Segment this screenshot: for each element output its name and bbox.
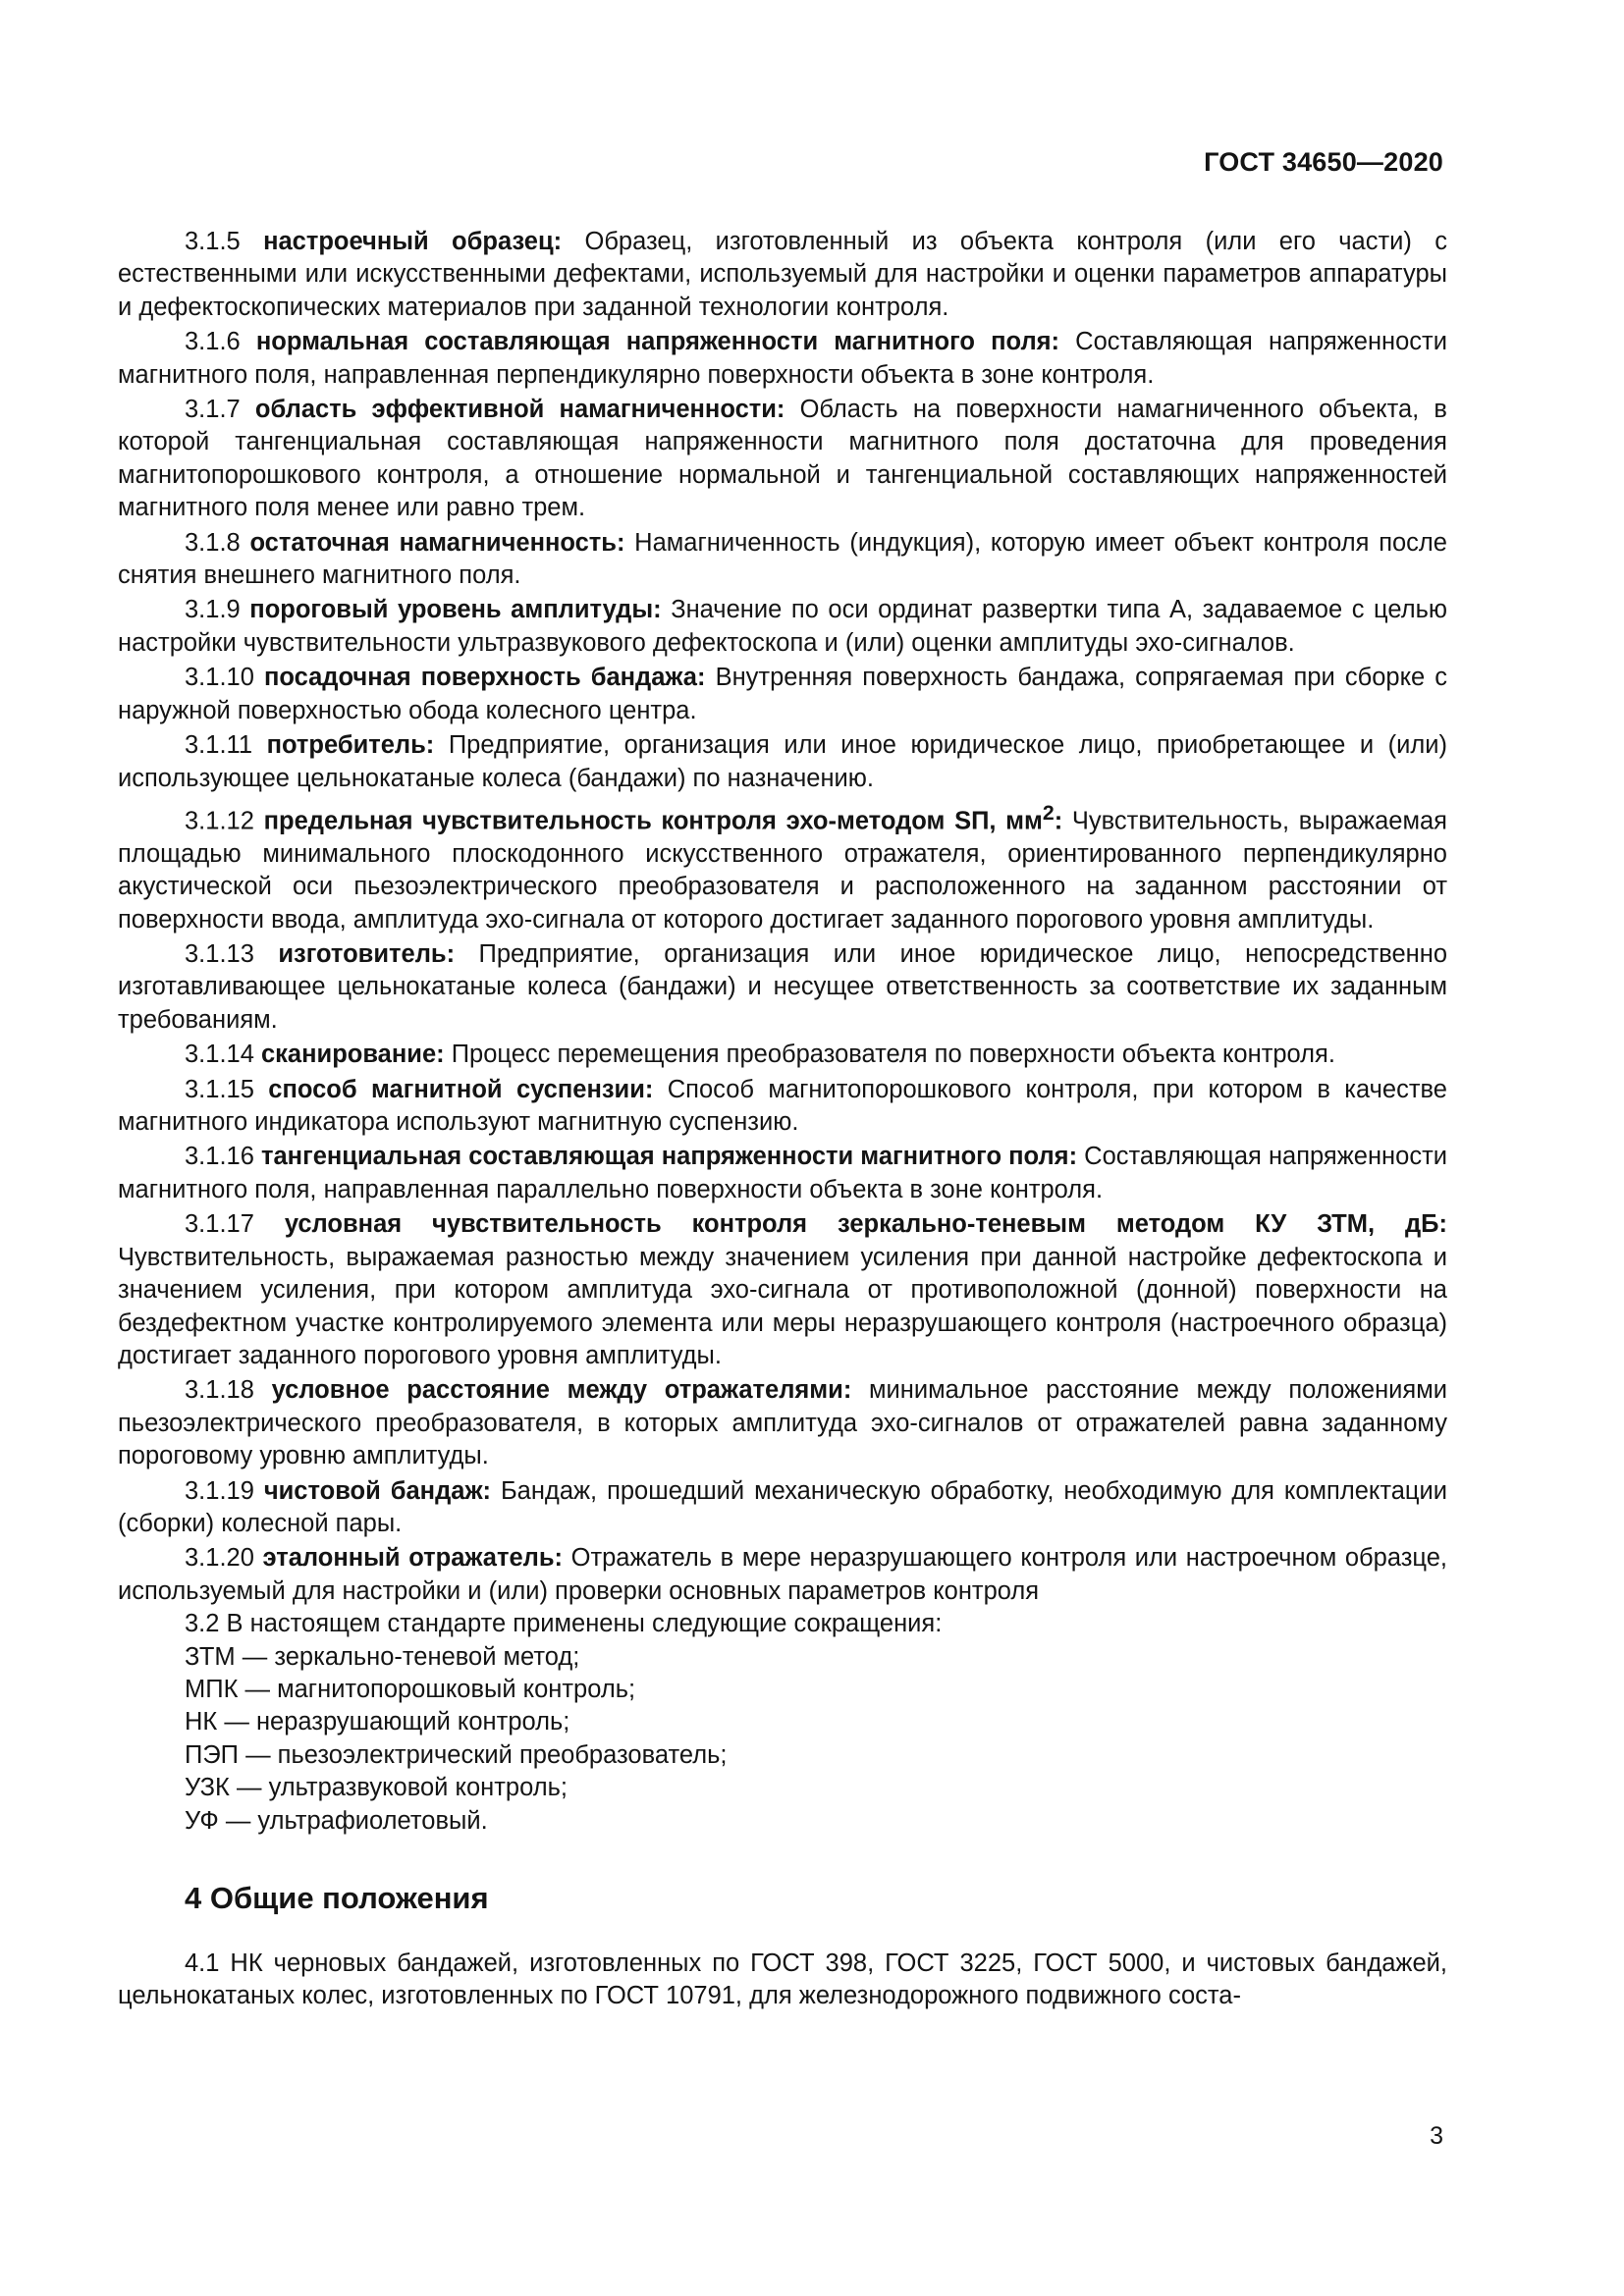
clause-number: 3.1.9 (185, 596, 250, 624)
definition-text: Предприятие, организация или иное юридическое лицо, непосредственно изготавливающее цельнокатаные колеса (бандажи) и несущее ответственность за соответствие их заданным требованиям. (118, 940, 1447, 1034)
definition-text: Намагниченность (индукция), которую имеет объект контроля после снятия внешнего магнитного поля. (118, 528, 1447, 590)
definition-text: Составляющая напряженности магнитного поля, направленная параллельно поверхности объекта в зоне контроля. (118, 1143, 1447, 1203)
clause-number: 3.1.8 (185, 528, 250, 557)
abbreviation-item: МПК — магнитопорошковый контроль; (185, 1675, 636, 1703)
clause-number: 3.1.6 (185, 328, 256, 356)
abbreviations-list (118, 1641, 1447, 1838)
definition-text: Бандаж, прошедший механическую обработку, необходимую для комплектации (сборки) колесной пары. (118, 1476, 1448, 1537)
definition-text: Процесс перемещения преобразователя по поверхности объекта контроля. (444, 1041, 1335, 1069)
definition-3-1-14 (118, 1039, 1447, 1071)
definition-3-1-7 (118, 394, 1447, 525)
definition-3-1-10 (118, 662, 1447, 727)
term: потребитель: (266, 731, 435, 760)
definition-text: Образец, изготовленный из объекта контроля (или его части) с естественными или искусственными дефектами, используемый для настройки и оценки параметров аппаратуры и дефектоскопических материалов при заданной технологии контроля. (118, 228, 1447, 321)
term: способ магнитной суспензии: (268, 1075, 654, 1103)
definition-3-1-20 (118, 1542, 1447, 1608)
abbreviation-item: УЗК — ультразвуковой контроль; (185, 1774, 568, 1802)
definition-3-1-11 (118, 729, 1447, 795)
definition-3-1-13 (118, 938, 1447, 1037)
definition-text: минимальное расстояние между положениями пьезоэлектрического преобразователя, в которых амплитуда эхо-сигналов от отражателей равна заданному пороговому уровню амплитуды. (118, 1376, 1448, 1470)
abbreviation-item: УФ — ультрафиолетовый. (185, 1806, 488, 1835)
definition-text: Область на поверхности намагниченного объекта, в которой тангенциальная составляющая напряженности магнитного поля достаточна для проведения магнитопорошкового контроля, а отношение нормальной и тангенциальной составляющих напряженностей магнитного поля менее или равно трем. (118, 396, 1447, 522)
term: чистовой бандаж: (263, 1476, 492, 1505)
document-body (118, 224, 1447, 2013)
definition-text: Значение по оси ординат развертки типа А, задаваемое с целью настройки чувствительности ультразвукового дефектоскопа и (или) оценки амплитуды эхо-сигналов. (118, 596, 1447, 657)
definition-3-1-9 (118, 594, 1447, 660)
abbreviations-intro: 3.2 В настоящем стандарте применены следующие сокращения: (185, 1610, 943, 1638)
clause-number: 3.1.11 (185, 731, 267, 760)
term-end: : (1054, 807, 1063, 835)
section-paragraph: 4.1 НК черновых бандажей, изготовленных по ГОСТ 398, ГОСТ 3225, ГОСТ 5000, и чистовых бандажей, цельнокатаных колес, изготовленных по ГОСТ 10791, для железнодорожного подвижного соста- (118, 1949, 1447, 2010)
clause-number: 3.1.10 (185, 664, 264, 692)
clause-number: 3.1.15 (185, 1075, 269, 1103)
page-number: 3 (1430, 2122, 1443, 2150)
abbreviation-item: ПЭП — пьезоэлектрический преобразователь; (185, 1740, 728, 1769)
definition-text: Чувствительность, выражаемая площадью минимального плоскодонного искусственного отражателя, ориентированного перпендикулярно акустической оси пьезоэлектрического преобразователя и расположенного на заданном расстоянии от поверхности ввода, амплитуда эхо-сигнала от которого достигает заданного порогового уровня амплитуды. (118, 807, 1447, 934)
definition-3-1-18 (118, 1374, 1447, 1472)
abbreviation-item: НК — неразрушающий контроль; (185, 1708, 570, 1736)
term: сканирование: (260, 1041, 445, 1069)
term: пороговый уровень амплитуды: (249, 596, 662, 624)
definition-3-1-19 (118, 1475, 1447, 1541)
clause-number: 3.1.5 (185, 228, 264, 255)
clause-number: 3.1.20 (185, 1544, 263, 1573)
clause-number: 3.1.16 (185, 1143, 262, 1171)
definition-3-1-15 (118, 1074, 1447, 1140)
term: условная чувствительность контроля зеркально-теневым методом КУ ЗТМ, дБ: (284, 1210, 1447, 1239)
term: остаточная намагниченность: (249, 528, 625, 557)
term: нормальная составляющая напряженности магнитного поля: (255, 328, 1060, 356)
definition-3-1-6 (118, 326, 1447, 392)
term: условное расстояние между отражателями: (271, 1376, 852, 1405)
abbreviation-item: ЗТМ — зеркально-теневой метод; (185, 1642, 580, 1671)
definition-text: Отражатель в мере неразрушающего контроля или настроечном образце, используемый для настройки и (или) проверки основных параметров контроля (118, 1544, 1447, 1605)
clause-number: 3.1.17 (185, 1210, 285, 1239)
clause-number: 3.1.12 (185, 807, 264, 835)
definition-text: Способ магнитопорошкового контроля, при котором в качестве магнитного индикатора используют магнитную суспензию. (118, 1075, 1447, 1137)
term: эталонный отражатель: (262, 1544, 564, 1573)
clause-number: 3.1.18 (185, 1376, 272, 1405)
term: область эффективной намагниченности: (254, 396, 785, 424)
term: настроечный образец: (263, 228, 563, 255)
definition-text: Чувствительность, выражаемая разностью между значением усиления при данной настройке дефектоскопа и значением усиления, при котором амплитуда эхо-сигнала от противоположной (донной) поверхности на бездефектном участке контролируемого элемента или меры неразрушающего контроля (настроечного образца) достигает заданного порогового уровня амплитуды. (118, 1243, 1447, 1369)
clause-number: 3.1.14 (185, 1041, 261, 1069)
section-heading: 4 Общие положения (185, 1881, 489, 1915)
term: предельная чувствительность контроля эхо-методом SП, мм (263, 807, 1043, 835)
clause-number: 3.1.13 (185, 940, 279, 969)
definition-3-1-17 (118, 1208, 1447, 1372)
definition-text: Предприятие, организация или иное юридическое лицо, приобретающее и (или) использующее цельнокатаные колеса (бандажи) по назначению. (118, 731, 1447, 792)
definition-3-1-8 (118, 527, 1447, 593)
definition-text: Внутренняя поверхность бандажа, сопрягаемая при сборке с наружной поверхностью обода колесного центра. (118, 664, 1448, 724)
clause-number: 3.1.19 (185, 1476, 264, 1505)
definition-3-1-5 (118, 226, 1447, 324)
superscript: 2 (1042, 800, 1055, 825)
term: изготовитель: (278, 940, 456, 969)
definition-3-1-12 (118, 797, 1447, 936)
definition-text: Составляющая напряженности магнитного поля, направленная перпендикулярно поверхности объекта в зоне контроля. (118, 328, 1447, 389)
definition-3-1-16 (118, 1141, 1447, 1206)
document-header: ГОСТ 34650—2020 (1204, 147, 1443, 177)
term: тангенциальная составляющая напряженности магнитного поля: (261, 1143, 1078, 1171)
term: посадочная поверхность бандажа: (263, 664, 706, 692)
clause-number: 3.1.7 (185, 396, 255, 424)
